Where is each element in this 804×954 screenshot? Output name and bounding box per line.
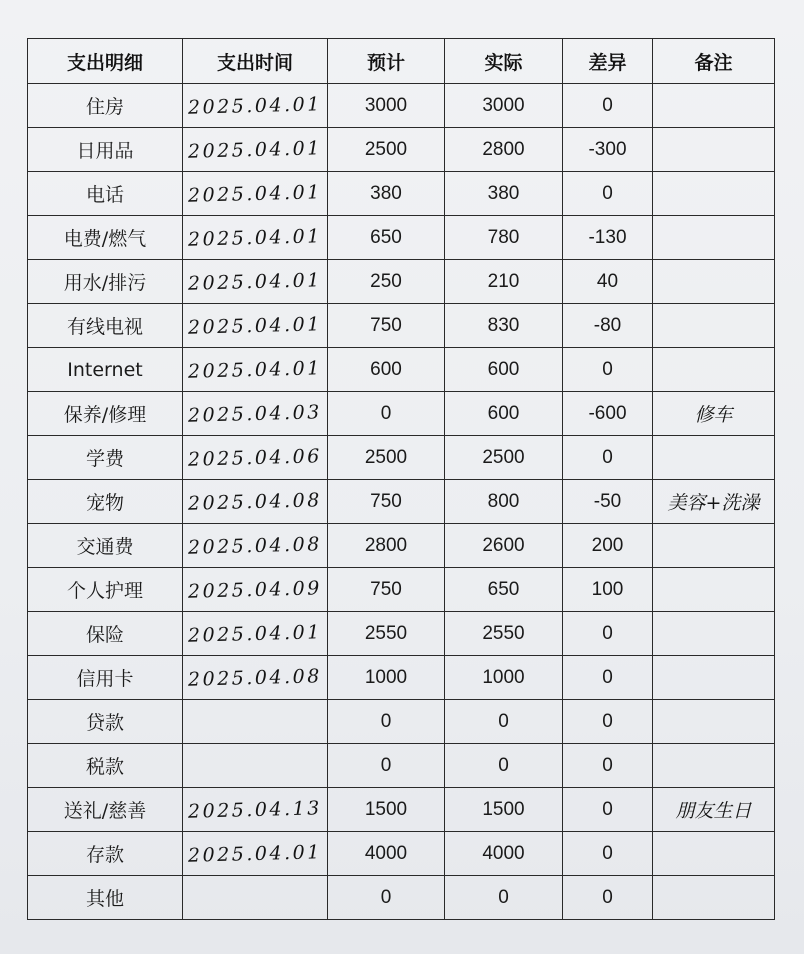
cell-planned: 2500 — [328, 436, 445, 480]
cell-item: 其他 — [28, 876, 183, 920]
table-row — [28, 700, 775, 744]
cell-actual: 2500 — [445, 436, 563, 480]
cell-planned: 0 — [328, 392, 445, 436]
cell-planned: 650 — [328, 216, 445, 260]
cell-note — [653, 744, 775, 788]
handwritten-date: 2025.04.01 — [187, 180, 323, 207]
cell-note — [653, 84, 775, 128]
header-item: 支出明细 — [28, 39, 183, 84]
cell-actual: 780 — [445, 216, 563, 260]
handwritten-date: 2025.04.01 — [187, 268, 323, 295]
cell-item: 住房 — [28, 84, 183, 128]
cell-item: 个人护理 — [28, 568, 183, 612]
cell-actual: 830 — [445, 304, 563, 348]
handwritten-date: 2025.04.01 — [187, 92, 323, 119]
cell-actual: 2800 — [445, 128, 563, 172]
cell-actual: 210 — [445, 260, 563, 304]
cell-planned: 3000 — [328, 84, 445, 128]
cell-item: 送礼/慈善 — [28, 788, 183, 832]
cell-date — [183, 524, 328, 568]
cell-actual: 0 — [445, 700, 563, 744]
cell-item: 学费 — [28, 436, 183, 480]
cell-planned: 2550 — [328, 612, 445, 656]
handwritten-date: 2025.04.08 — [187, 664, 323, 691]
table-row — [28, 832, 775, 876]
table-row — [28, 216, 775, 260]
handwritten-date: 2025.04.01 — [187, 620, 323, 647]
handwritten-date: 2025.04.13 — [187, 796, 323, 823]
handwritten-date: 2025.04.06 — [187, 444, 323, 471]
cell-actual: 2600 — [445, 524, 563, 568]
cell-planned: 750 — [328, 480, 445, 524]
table-row — [28, 480, 775, 524]
cell-difference: 0 — [563, 788, 653, 832]
table-body — [28, 84, 775, 920]
cell-note — [653, 832, 775, 876]
cell-note: 朋友生日 — [653, 788, 775, 832]
cell-difference: 0 — [563, 700, 653, 744]
cell-actual: 380 — [445, 172, 563, 216]
cell-difference: 0 — [563, 436, 653, 480]
cell-actual: 800 — [445, 480, 563, 524]
cell-planned: 600 — [328, 348, 445, 392]
cell-planned: 0 — [328, 744, 445, 788]
cell-date — [183, 656, 328, 700]
cell-item: Internet — [28, 348, 183, 392]
cell-actual: 600 — [445, 348, 563, 392]
table-row — [28, 260, 775, 304]
handwritten-date: 2025.04.08 — [187, 532, 323, 559]
cell-planned: 1500 — [328, 788, 445, 832]
table-row — [28, 612, 775, 656]
cell-planned: 750 — [328, 568, 445, 612]
cell-difference: 0 — [563, 744, 653, 788]
handwritten-date: 2025.04.01 — [187, 840, 323, 867]
cell-item: 宠物 — [28, 480, 183, 524]
cell-difference: -300 — [563, 128, 653, 172]
cell-item: 税款 — [28, 744, 183, 788]
handwritten-date: 2025.04.09 — [187, 576, 323, 603]
cell-actual: 650 — [445, 568, 563, 612]
cell-date — [183, 788, 328, 832]
table-row — [28, 436, 775, 480]
cell-difference: 100 — [563, 568, 653, 612]
cell-actual: 2550 — [445, 612, 563, 656]
cell-planned: 750 — [328, 304, 445, 348]
table-row — [28, 84, 775, 128]
cell-difference: 0 — [563, 348, 653, 392]
cell-note — [653, 304, 775, 348]
header-planned: 预计 — [328, 39, 445, 84]
cell-actual: 4000 — [445, 832, 563, 876]
cell-note — [653, 876, 775, 920]
table-row — [28, 304, 775, 348]
cell-date — [183, 480, 328, 524]
cell-difference: 0 — [563, 832, 653, 876]
header-actual: 实际 — [445, 39, 563, 84]
header-date: 支出时间 — [183, 39, 328, 84]
cell-note — [653, 260, 775, 304]
table-row — [28, 392, 775, 436]
cell-item: 保险 — [28, 612, 183, 656]
cell-date — [183, 128, 328, 172]
handwritten-date: 2025.04.01 — [187, 224, 323, 251]
cell-item: 电费/燃气 — [28, 216, 183, 260]
cell-difference: 200 — [563, 524, 653, 568]
cell-date — [183, 700, 328, 744]
table-row — [28, 172, 775, 216]
cell-difference: 0 — [563, 84, 653, 128]
cell-planned: 1000 — [328, 656, 445, 700]
cell-date — [183, 84, 328, 128]
cell-date — [183, 304, 328, 348]
cell-note — [653, 348, 775, 392]
table-row — [28, 524, 775, 568]
cell-date — [183, 260, 328, 304]
table-row — [28, 568, 775, 612]
cell-date — [183, 744, 328, 788]
cell-actual: 600 — [445, 392, 563, 436]
cell-difference: -50 — [563, 480, 653, 524]
header-note: 备注 — [653, 39, 775, 84]
cell-planned: 0 — [328, 876, 445, 920]
cell-note — [653, 612, 775, 656]
cell-note — [653, 568, 775, 612]
cell-item: 用水/排污 — [28, 260, 183, 304]
table-row — [28, 128, 775, 172]
cell-date — [183, 568, 328, 612]
handwritten-date: 2025.04.01 — [187, 356, 323, 383]
table-row — [28, 348, 775, 392]
cell-item: 电话 — [28, 172, 183, 216]
handwritten-date: 2025.04.01 — [187, 136, 323, 163]
cell-difference: 0 — [563, 876, 653, 920]
cell-note: 美容+洗澡 — [653, 480, 775, 524]
table-row — [28, 744, 775, 788]
cell-note — [653, 172, 775, 216]
table-row — [28, 656, 775, 700]
cell-difference: -600 — [563, 392, 653, 436]
cell-difference: 0 — [563, 656, 653, 700]
cell-difference: 0 — [563, 172, 653, 216]
cell-difference: -130 — [563, 216, 653, 260]
expense-table — [27, 38, 775, 920]
cell-actual: 1000 — [445, 656, 563, 700]
cell-note — [653, 128, 775, 172]
cell-note — [653, 700, 775, 744]
cell-planned: 250 — [328, 260, 445, 304]
cell-date — [183, 216, 328, 260]
cell-note — [653, 656, 775, 700]
cell-planned: 4000 — [328, 832, 445, 876]
cell-actual: 0 — [445, 876, 563, 920]
cell-actual: 0 — [445, 744, 563, 788]
cell-date — [183, 392, 328, 436]
cell-planned: 380 — [328, 172, 445, 216]
header-row — [28, 39, 775, 84]
table-row — [28, 876, 775, 920]
cell-item: 日用品 — [28, 128, 183, 172]
cell-note — [653, 524, 775, 568]
cell-difference: 0 — [563, 612, 653, 656]
cell-actual: 1500 — [445, 788, 563, 832]
cell-item: 贷款 — [28, 700, 183, 744]
cell-planned: 0 — [328, 700, 445, 744]
cell-date — [183, 612, 328, 656]
handwritten-date: 2025.04.03 — [187, 400, 323, 427]
table-row — [28, 788, 775, 832]
header-difference: 差异 — [563, 39, 653, 84]
cell-date — [183, 348, 328, 392]
cell-item: 有线电视 — [28, 304, 183, 348]
handwritten-date: 2025.04.01 — [187, 312, 323, 339]
cell-date — [183, 832, 328, 876]
handwritten-date: 2025.04.08 — [187, 488, 323, 515]
cell-date — [183, 172, 328, 216]
cell-difference: 40 — [563, 260, 653, 304]
cell-item: 保养/修理 — [28, 392, 183, 436]
cell-planned: 2800 — [328, 524, 445, 568]
cell-item: 信用卡 — [28, 656, 183, 700]
cell-note — [653, 216, 775, 260]
cell-planned: 2500 — [328, 128, 445, 172]
cell-note — [653, 436, 775, 480]
cell-item: 交通费 — [28, 524, 183, 568]
cell-date — [183, 876, 328, 920]
cell-item: 存款 — [28, 832, 183, 876]
cell-date — [183, 436, 328, 480]
cell-note: 修车 — [653, 392, 775, 436]
cell-actual: 3000 — [445, 84, 563, 128]
cell-difference: -80 — [563, 304, 653, 348]
